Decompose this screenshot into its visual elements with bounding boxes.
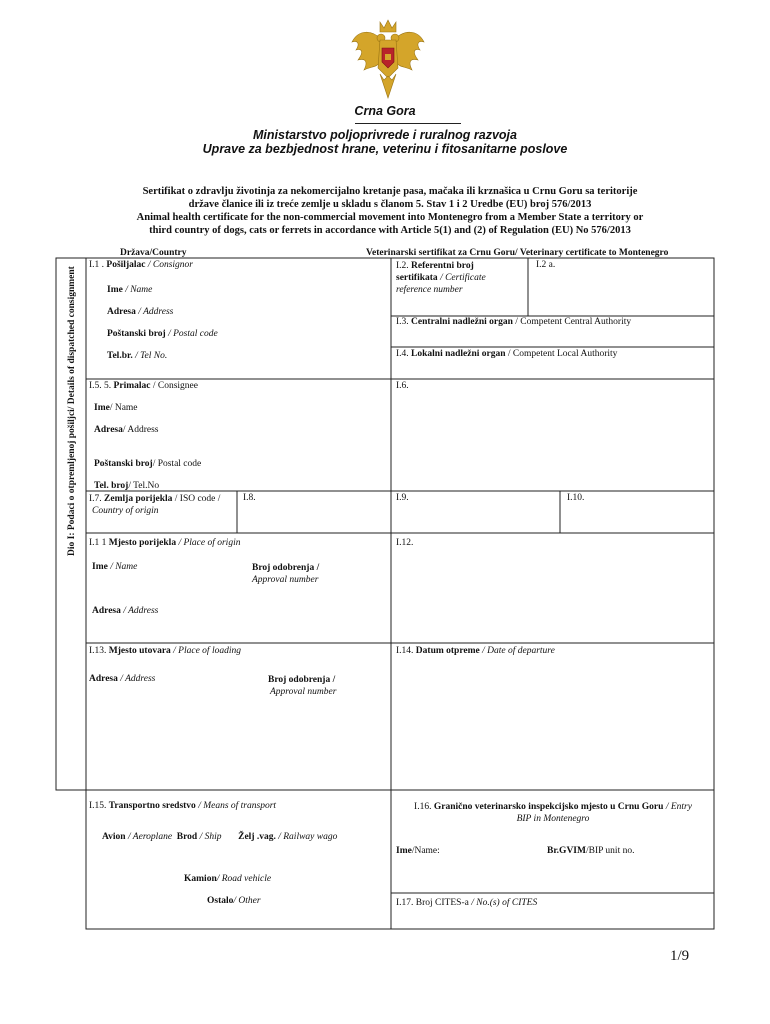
title-line-2: države članice ili iz treće zemlje u skladu s članom 5. Stav 1 i 2 Uredbe (EU) broj 576/2013 bbox=[188, 199, 592, 210]
i15-transport-options bbox=[102, 832, 337, 842]
i16-unit-plain: /BIP unit no. bbox=[585, 846, 635, 856]
i7-bold: Zemlja porijekla bbox=[104, 494, 173, 504]
i17-num: I.17. bbox=[396, 898, 414, 908]
i15-ship-bold: Brod bbox=[176, 832, 198, 842]
i13-num: I.13. bbox=[89, 646, 107, 656]
i14-num: I.14. bbox=[396, 646, 414, 656]
i5-postal-plain: / Postal code bbox=[152, 459, 202, 469]
i11-bold: Mjesto porijekla bbox=[108, 538, 177, 548]
i1-italic: / Consignor bbox=[147, 260, 193, 270]
field-i1-consignor bbox=[89, 260, 193, 270]
i13-approval bbox=[268, 674, 336, 698]
i16-unit-bold: Br.GVIM bbox=[547, 846, 586, 856]
i15-truck-bold: Kamion bbox=[184, 874, 217, 884]
i11-address-italic: / Address bbox=[123, 606, 159, 616]
i5-num: I.5. 5. bbox=[89, 381, 112, 391]
part-one-side-label: Dio I: Podaci o otpremljenoj pošiljci/ Details of dispatched consignment bbox=[67, 266, 77, 556]
i11-address bbox=[92, 606, 158, 616]
i15-truck bbox=[184, 874, 278, 884]
i7-num: I.7. bbox=[89, 494, 102, 504]
field-i15-transport bbox=[89, 801, 276, 811]
i15-bold: Transportno sredstvo bbox=[108, 801, 196, 811]
i5-tel-bold: Tel. broj bbox=[94, 481, 129, 491]
i16-name bbox=[396, 846, 440, 856]
i11-italic: / Place of origin bbox=[178, 538, 241, 548]
country-title: Crna Gora bbox=[354, 104, 416, 118]
page-number: 1/9 bbox=[670, 948, 690, 964]
i14-italic: / Date of departure bbox=[482, 646, 555, 656]
i16-name-plain: /Name: bbox=[411, 846, 440, 856]
i1-name-italic: / Name bbox=[125, 285, 153, 295]
i13-address bbox=[89, 674, 155, 684]
field-i12: I.12. bbox=[396, 538, 414, 548]
i3-plain: / Competent Central Authority bbox=[515, 317, 632, 327]
i15-other bbox=[207, 896, 261, 906]
i2-num: I.2. bbox=[396, 261, 409, 271]
i5-postal bbox=[94, 459, 201, 469]
i1-tel-italic: / Tel No. bbox=[135, 351, 168, 361]
i11-name bbox=[92, 562, 137, 572]
i15-rail-bold: Želj .vag. bbox=[238, 832, 276, 842]
i15-num: I.15. bbox=[89, 801, 107, 811]
i1-address bbox=[107, 307, 173, 317]
i13-approval-bold: Broj odobrenja / bbox=[268, 675, 336, 685]
i11-num: I.1 1 bbox=[89, 538, 107, 548]
i14-bold: Datum otpreme bbox=[415, 646, 480, 656]
i5-address bbox=[94, 425, 158, 435]
field-i6: I.6. bbox=[396, 381, 409, 391]
i15-italic: / Means of transport bbox=[198, 801, 277, 811]
field-i5-consignee bbox=[89, 381, 198, 391]
field-i7-country-origin bbox=[89, 493, 220, 517]
i1-name-bold: Ime bbox=[107, 285, 123, 295]
i1-name bbox=[107, 285, 152, 295]
i2-italic1: / Certificate bbox=[440, 273, 486, 283]
i15-rail-italic: / Railway wago bbox=[278, 832, 338, 842]
i11-approval-bold: Broj odobrenja / bbox=[252, 563, 320, 573]
i7-italic: Country of origin bbox=[92, 506, 159, 516]
title-line-4: third country of dogs, cats or ferrets in accordance with Article 5(1) and (2) of Regulation (EU) No 576/2013 bbox=[149, 225, 631, 236]
field-i2a: I.2 a. bbox=[536, 260, 556, 270]
i7-plain: / ISO code / bbox=[174, 494, 221, 504]
i1-tel bbox=[107, 351, 167, 361]
i15-ship-italic: / Ship bbox=[199, 832, 222, 842]
title-line-1: Sertifikat o zdravlju životinja za nekomercijalno kretanje pasa, mačaka ili krznašica u Crnu Goru sa teritorije bbox=[142, 186, 638, 197]
i16-unit bbox=[547, 846, 634, 856]
i1-postal-bold: Poštanski broj bbox=[107, 329, 166, 339]
directorate-title: Uprave za bezbjednost hrane, veterinu i fitosanitarne poslove bbox=[202, 142, 568, 156]
field-i9: I.9. bbox=[396, 493, 409, 503]
i5-tel bbox=[94, 481, 159, 491]
i2-italic2: reference number bbox=[396, 285, 463, 295]
i15-truck-italic: / Road vehicle bbox=[216, 874, 272, 884]
i5-tel-plain: / Tel.No bbox=[128, 481, 160, 491]
i1-num: I.1 . bbox=[89, 260, 105, 270]
i2-bold1: Referentni broj bbox=[411, 261, 474, 271]
i15-other-italic: / Other bbox=[233, 896, 261, 906]
i5-address-plain: / Address bbox=[122, 425, 159, 435]
i4-plain: / Competent Local Authority bbox=[507, 349, 618, 359]
i1-postal bbox=[107, 329, 218, 339]
i3-bold: Centralni nadležni organ bbox=[411, 317, 513, 327]
i11-approval bbox=[252, 562, 319, 586]
field-i14-date-departure bbox=[396, 646, 555, 656]
i16-bold: Granično veterinarsko inspekcijsko mjesto u Crnu Goru bbox=[433, 802, 664, 812]
i1-bold: Pošiljalac bbox=[106, 260, 146, 270]
i16-num: I.16. bbox=[414, 802, 432, 812]
i15-air-italic: / Aeroplane bbox=[127, 832, 173, 842]
i11-name-bold: Ime bbox=[92, 562, 108, 572]
i3-num: I.3. bbox=[396, 317, 409, 327]
i1-postal-italic: / Postal code bbox=[168, 329, 218, 339]
i13-italic: / Place of loading bbox=[173, 646, 241, 656]
i15-other-bold: Ostalo bbox=[207, 896, 234, 906]
field-i13-place-loading bbox=[89, 646, 241, 656]
i5-plain: / Consignee bbox=[152, 381, 198, 391]
ministry-title: Ministarstvo poljoprivrede i ruralnog razvoja bbox=[253, 128, 517, 142]
title-line-3: Animal health certificate for the non-commercial movement into Montenegro from a Member State a territory or bbox=[136, 212, 644, 223]
i5-postal-bold: Poštanski broj bbox=[94, 459, 153, 469]
i15-air-bold: Avion bbox=[102, 832, 126, 842]
i1-address-bold: Adresa bbox=[107, 307, 136, 317]
field-i17-cites bbox=[396, 898, 537, 908]
i5-bold: Primalac bbox=[113, 381, 151, 391]
field-i10: I.10. bbox=[567, 493, 585, 503]
i16-italic2: BIP in Montenegro bbox=[516, 814, 590, 824]
cert-type-label: Veterinarski sertifikat za Crnu Goru/ Veterinary certificate to Montenegro bbox=[366, 248, 669, 258]
i5-name bbox=[94, 403, 138, 413]
field-i11-place-origin bbox=[89, 538, 240, 548]
i5-name-plain: / Name bbox=[109, 403, 138, 413]
i1-address-italic: / Address bbox=[138, 307, 174, 317]
i11-name-italic: / Name bbox=[110, 562, 138, 572]
i17-plain: Broj CITES-a bbox=[415, 898, 469, 908]
i13-bold: Mjesto utovara bbox=[108, 646, 171, 656]
i5-name-bold: Ime bbox=[94, 403, 110, 413]
i17-italic: / No.(s) of CITES bbox=[471, 898, 538, 908]
i16-italic1: / Entry bbox=[665, 802, 692, 812]
i5-address-bold: Adresa bbox=[94, 425, 123, 435]
i13-approval-italic: Approval number bbox=[270, 687, 337, 697]
i2-bold2: sertifikata bbox=[396, 273, 438, 283]
i16-name-bold: Ime bbox=[396, 846, 412, 856]
i1-tel-bold: Tel.br. bbox=[107, 351, 133, 361]
field-i4-local-authority bbox=[396, 349, 617, 359]
i4-num: I.4. bbox=[396, 349, 409, 359]
i4-bold: Lokalni nadležni organ bbox=[411, 349, 506, 359]
field-i3-central-authority bbox=[396, 317, 631, 327]
i13-address-italic: / Address bbox=[120, 674, 156, 684]
country-label: Država/Country bbox=[120, 248, 187, 258]
i11-address-bold: Adresa bbox=[92, 606, 121, 616]
field-i16-entry-bip bbox=[396, 801, 710, 825]
i13-address-bold: Adresa bbox=[89, 674, 118, 684]
field-i8: I.8. bbox=[243, 493, 256, 503]
i11-approval-italic: Approval number bbox=[252, 575, 319, 585]
field-i2-reference bbox=[396, 260, 486, 296]
